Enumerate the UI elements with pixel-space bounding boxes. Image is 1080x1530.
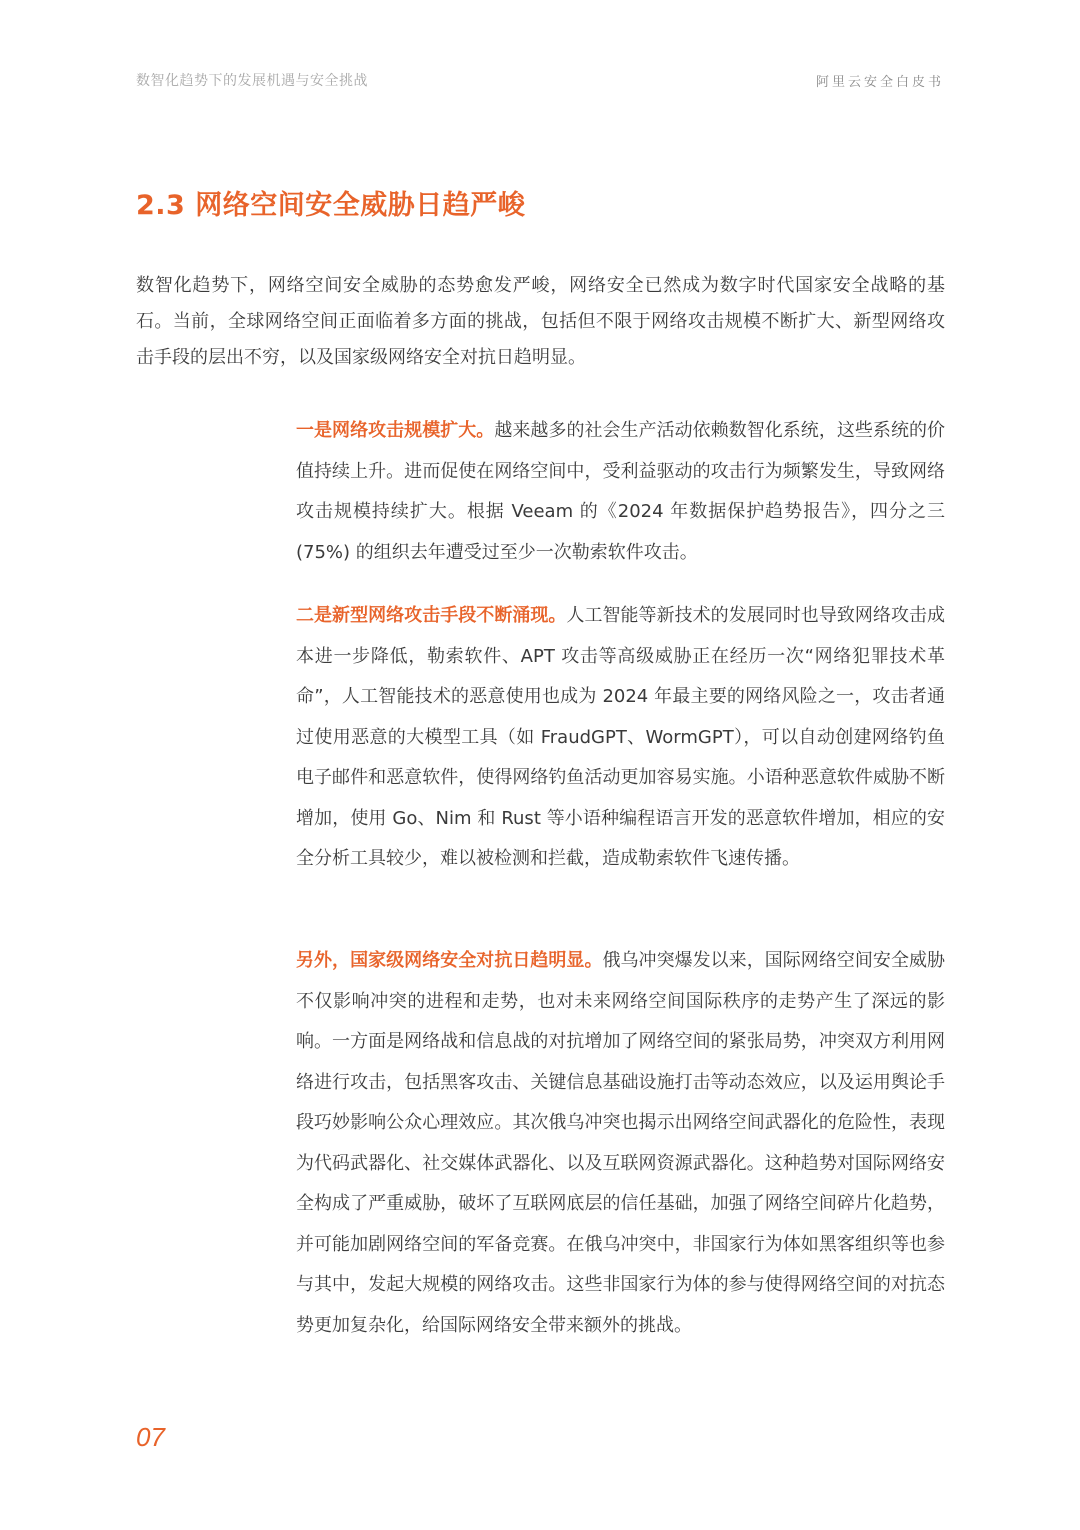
intro-paragraph: 数智化趋势下，网络空间安全威胁的态势愈发严峻，网络安全已然成为数字时代国家安全战略的基石。当前，全球网络空间正面临着多方面的挑战，包括但不限于网络攻击规模不断扩大、新型网络攻击手段的层出不穷，以及国家级网络安全对抗日趋明显。 bbox=[136, 275, 945, 368]
page-header bbox=[136, 66, 944, 94]
section-title: 2.3 网络空间安全威胁日趋严峻 bbox=[136, 190, 526, 221]
paragraph-lead: 另外，国家级网络安全对抗日趋明显。 bbox=[296, 950, 603, 971]
paragraph-national-confrontation bbox=[296, 941, 945, 1346]
header-document-title: 数智化趋势下的发展机遇与安全挑战 bbox=[136, 73, 368, 89]
paragraph-lead: 一是网络攻击规模扩大。 bbox=[296, 420, 495, 441]
header-publication-name: 阿里云安全白皮书 bbox=[815, 74, 944, 90]
paragraph-body: 俄乌冲突爆发以来，国际网络空间安全威胁不仅影响冲突的进程和走势，也对未来网络空间国际秩序的走势产生了深远的影响。一方面是网络战和信息战的对抗增加了网络空间的紧张局势，冲突双方利用网络进行攻击，包括黑客攻击、关键信息基础设施打击等动态效应，以及运用舆论手段巧妙影响公众心理效应。其次俄乌冲突也揭示出网络空间武器化的危险性，表现为代码武器化、社交媒体武器化、以及互联网资源武器化。这种趋势对国际网络安全构成了严重威胁，破坏了互联网底层的信任基础，加强了网络空间碎片化趋势，并可能加剧网络空间的军备竞赛。在俄乌冲突中，非国家行为体如黑客组织等也参与其中，发起大规模的网络攻击。这些非国家行为体的参与使得网络空间的对抗态势更加复杂化，给国际网络安全带来额外的挑战。 bbox=[296, 950, 945, 1336]
paragraph-new-attack-methods bbox=[296, 596, 945, 880]
paragraph-body: 人工智能等新技术的发展同时也导致网络攻击成本进一步降低，勒索软件、APT 攻击等高级威胁正在经历一次“网络犯罪技术革命”，人工智能技术的恶意使用也成为 2024 年最主要的网络风险之一，攻击者通过使用恶意的大模型工具（如 FraudGPT、WormGPT），可以自动创建网络钓鱼电子邮件和恶意软件，使得网络钓鱼活动更加容易实施。小语种恶意软件威胁不断增加，使用 Go、Nim 和 Rust 等小语种编程语言开发的恶意软件增加，相应的安全分析工具较少，难以被检测和拦截，造成勒索软件飞速传播。 bbox=[296, 605, 946, 869]
page-number: 07 bbox=[136, 1422, 165, 1452]
paragraph-attack-scale bbox=[296, 411, 945, 573]
paragraph-body: 越来越多的社会生产活动依赖数智化系统，这些系统的价值持续上升。进而促使在网络空间中，受利益驱动的攻击行为频繁发生，导致网络攻击规模持续扩大。根据 Veeam 的《2024 年数据保护趋势报告》，四分之三 (75%) 的组织去年遭受过至少一次勒索软件攻击。 bbox=[296, 420, 946, 563]
paragraph-lead: 二是新型网络攻击手段不断涌现。 bbox=[296, 605, 567, 626]
